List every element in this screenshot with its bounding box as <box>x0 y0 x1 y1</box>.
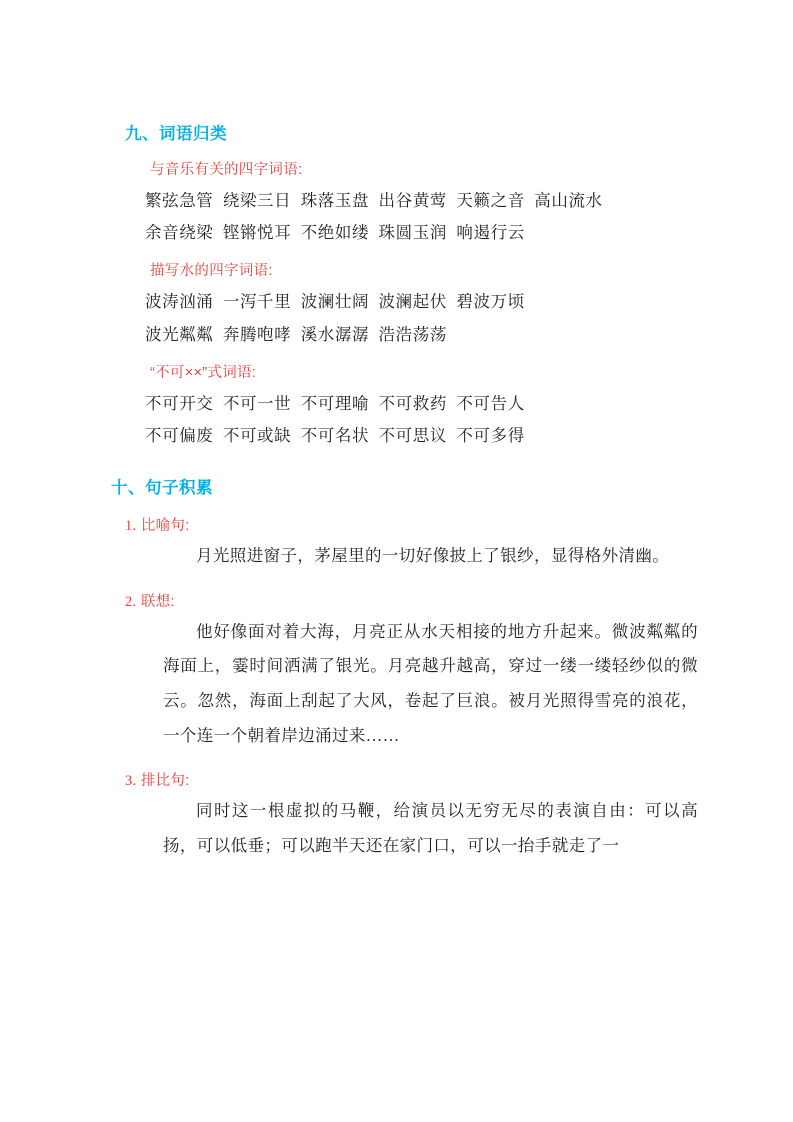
word-line: 余音绕梁 铿锵悦耳 不绝如缕 珠圆玉润 响遏行云 <box>145 223 525 243</box>
sentence-item-association <box>95 590 698 754</box>
word-group-buke <box>95 361 698 452</box>
sentence-item-number: 1. <box>125 518 137 535</box>
sentence-item-metaphor <box>95 514 698 574</box>
sentence-item-parallelism <box>95 769 698 863</box>
word-group-water-label: 描写水的四字词语: <box>150 263 273 280</box>
word-group-water <box>95 259 698 350</box>
word-group-buke-label: “不可××”式词语: <box>150 364 257 381</box>
sentence-item-text: 同时这一根虚拟的马鞭，给演员以无穷无尽的表演自由：可以高扬，可以低垂；可以跑半天还在家门口，可以一抬手就走了一 <box>163 801 698 855</box>
sentence-item-label <box>125 514 698 535</box>
sentence-item-number: 3. <box>125 773 137 790</box>
sentence-item-text: 他好像面对着大海，月亮正从水天相接的地方升起来。微波粼粼的海面上，霎时间洒满了银光。月亮越升越高，穿过一缕一缕轻纱似的微云。忽然，海面上刮起了大风，卷起了巨浪。被月光照得雪亮的浪花，一个连一个朝着岸边涌过来…… <box>163 621 698 745</box>
word-line: 不可偏废 不可或缺 不可名状 不可思议 不可多得 <box>145 425 525 445</box>
sentence-item-title: 排比句: <box>140 773 190 790</box>
sentence-item-label <box>125 590 698 611</box>
word-line: 不可开交 不可一世 不可理喻 不可救药 不可告人 <box>145 393 525 413</box>
sentence-item-number: 2. <box>125 593 137 610</box>
section-heading-sentence-accumulation: 十、句子积累 <box>111 479 213 498</box>
word-line: 繁弦急管 绕梁三日 珠落玉盘 出谷黄莺 天籁之音 高山流水 <box>145 191 603 210</box>
word-line: 波涛汹涌 一泻千里 波澜壮阔 波澜起伏 碧波万顷 <box>145 292 525 312</box>
word-line: 波光粼粼 奔腾咆哮 溪水潺潺 浩浩荡荡 <box>145 324 447 344</box>
word-group-music-label: 与音乐有关的四字词语: <box>150 162 303 178</box>
word-group-music <box>95 158 698 249</box>
sentence-item-title: 联想: <box>140 593 175 610</box>
sentence-item-title: 比喻句: <box>140 518 190 535</box>
sentence-item-label <box>125 769 698 790</box>
sentence-item-text: 月光照进窗子，茅屋里的一切好像披上了银纱，显得格外清幽。 <box>196 546 670 566</box>
section-heading-word-classification: 九、词语归类 <box>125 125 227 143</box>
